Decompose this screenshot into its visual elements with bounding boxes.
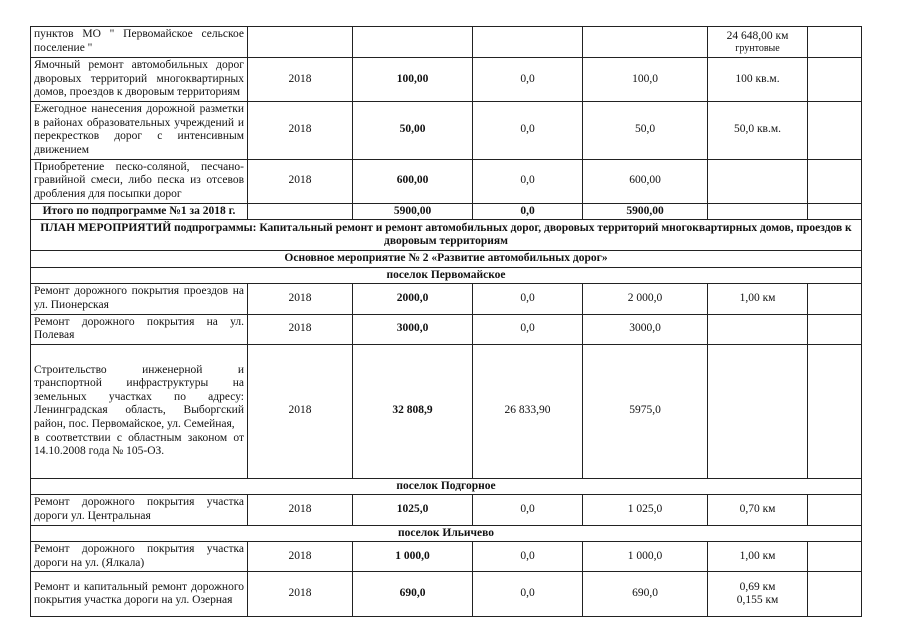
- row-result: 0,70 км: [708, 495, 808, 525]
- subtotal-local-funds: 5900,00: [583, 203, 708, 220]
- row-year: 2018: [248, 159, 353, 203]
- measures-table: [30, 26, 862, 617]
- table-row: [31, 542, 862, 572]
- main-event-row: [31, 251, 862, 268]
- row-region-funds: 0,0: [473, 58, 583, 102]
- result-value: 24 648,00 км: [726, 29, 789, 42]
- row-total: 600,00: [353, 159, 473, 203]
- row-extra: [808, 314, 862, 344]
- subtotal-row: [31, 203, 862, 220]
- row-year: [248, 203, 353, 220]
- row-local-funds: 5975,0: [583, 344, 708, 478]
- section-row: [31, 478, 862, 495]
- row-extra: [808, 58, 862, 102]
- row-local-funds: [583, 27, 708, 58]
- row-description: Ямочный ремонт автомобильных дорог дворовых территорий многоквартирных домов, проездов к дворовым территориям: [31, 58, 248, 102]
- row-total: 32 808,9: [353, 344, 473, 478]
- row-total: 50,00: [353, 101, 473, 159]
- row-year: 2018: [248, 344, 353, 478]
- table-row: [31, 495, 862, 525]
- table-row: [31, 284, 862, 314]
- row-extra: [808, 27, 862, 58]
- row-description: Приобретение песко-соляной, песчано-гравийной смеси, либо песка из отсевов дробления для посыпки дорог: [31, 159, 248, 203]
- row-region-funds: 0,0: [473, 159, 583, 203]
- row-description: [31, 344, 248, 478]
- result-line: 0,155 км: [736, 594, 779, 607]
- row-result: [708, 203, 808, 220]
- row-extra: [808, 159, 862, 203]
- row-region-funds: 0,0: [473, 284, 583, 314]
- row-local-funds: 600,00: [583, 159, 708, 203]
- section-row: [31, 525, 862, 542]
- row-year: 2018: [248, 542, 353, 572]
- row-region-funds: 0,0: [473, 101, 583, 159]
- row-total: 100,00: [353, 58, 473, 102]
- description-line: Строительство инженерной и транспортной инфраструктуры на земельных участках по адресу: Ленинградская область, Выборгский район, пос. Первомайское, ул. Семейная,: [34, 363, 244, 431]
- row-local-funds: 690,0: [583, 572, 708, 617]
- row-extra: [808, 572, 862, 617]
- row-result: [708, 344, 808, 478]
- plan-header-row: [31, 220, 862, 251]
- row-description: Ремонт дорожного покрытия проездов на ул. Пионерская: [31, 284, 248, 314]
- row-total: 3000,0: [353, 314, 473, 344]
- subtotal-total: 5900,00: [353, 203, 473, 220]
- result-note: грунтовые: [735, 43, 780, 55]
- row-local-funds: 50,0: [583, 101, 708, 159]
- row-year: 2018: [248, 101, 353, 159]
- row-total: 1025,0: [353, 495, 473, 525]
- row-local-funds: 3000,0: [583, 314, 708, 344]
- row-result: 50,0 кв.м.: [708, 101, 808, 159]
- row-result: [708, 572, 808, 617]
- section-title: поселок Ильичево: [31, 525, 862, 542]
- section-title: поселок Первомайское: [31, 267, 862, 284]
- row-year: 2018: [248, 58, 353, 102]
- plan-header: ПЛАН МЕРОПРИЯТИЙ подпрограммы: Капитальный ремонт и ремонт автомобильных дорог, дворовых территорий многоквартирных домов, проездов к дворовым территориям: [31, 220, 862, 251]
- row-result: [708, 159, 808, 203]
- row-extra: [808, 101, 862, 159]
- row-result: [708, 314, 808, 344]
- row-result: 1,00 км: [708, 542, 808, 572]
- row-result: 1,00 км: [708, 284, 808, 314]
- table-row: [31, 572, 862, 617]
- row-year: 2018: [248, 284, 353, 314]
- row-year: 2018: [248, 495, 353, 525]
- row-total: 690,0: [353, 572, 473, 617]
- row-description: Ремонт дорожного покрытия на ул. Полевая: [31, 314, 248, 344]
- row-result: 100 кв.м.: [708, 58, 808, 102]
- description-line: в соответствии с областным законом от 14.10.2008 года № 105-ОЗ.: [34, 431, 244, 458]
- row-extra: [808, 495, 862, 525]
- row-description: Ремонт дорожного покрытия участка дороги на ул. (Ялкала): [31, 542, 248, 572]
- row-region-funds: 0,0: [473, 495, 583, 525]
- section-title: поселок Подгорное: [31, 478, 862, 495]
- table-row: [31, 344, 862, 478]
- row-local-funds: 1 025,0: [583, 495, 708, 525]
- row-region-funds: 0,0: [473, 542, 583, 572]
- row-total: 2000,0: [353, 284, 473, 314]
- table-row: [31, 314, 862, 344]
- table-row: [31, 159, 862, 203]
- result-line: 0,69 км: [739, 580, 776, 593]
- table-row: [31, 27, 862, 58]
- row-year: [248, 27, 353, 58]
- row-year: 2018: [248, 572, 353, 617]
- row-description: Ремонт и капитальный ремонт дорожного покрытия участка дороги на ул. Озерная: [31, 572, 248, 617]
- row-total: 1 000,0: [353, 542, 473, 572]
- subtotal-label: Итого по подпрограмме №1 за 2018 г.: [31, 203, 248, 220]
- row-extra: [808, 203, 862, 220]
- row-local-funds: 100,0: [583, 58, 708, 102]
- table-row: [31, 101, 862, 159]
- row-local-funds: 2 000,0: [583, 284, 708, 314]
- row-region-funds: [473, 27, 583, 58]
- row-region-funds: 0,0: [473, 572, 583, 617]
- row-result: [708, 27, 808, 58]
- subtotal-region-funds: 0,0: [473, 203, 583, 220]
- row-total: [353, 27, 473, 58]
- row-local-funds: 1 000,0: [583, 542, 708, 572]
- main-event-title: Основное мероприятие № 2 «Развитие автомобильных дорог»: [31, 251, 862, 268]
- section-row: [31, 267, 862, 284]
- row-year: 2018: [248, 314, 353, 344]
- row-extra: [808, 542, 862, 572]
- row-extra: [808, 344, 862, 478]
- row-description: пунктов МО " Первомайское сельское поселение ": [31, 27, 248, 58]
- row-region-funds: 0,0: [473, 314, 583, 344]
- row-extra: [808, 284, 862, 314]
- row-description: Ежегодное нанесения дорожной разметки в районах образовательных учреждений и перекрестков дорог с интенсивным движением: [31, 101, 248, 159]
- table-row: [31, 58, 862, 102]
- row-region-funds: 26 833,90: [473, 344, 583, 478]
- row-description: Ремонт дорожного покрытия участка дороги ул. Центральная: [31, 495, 248, 525]
